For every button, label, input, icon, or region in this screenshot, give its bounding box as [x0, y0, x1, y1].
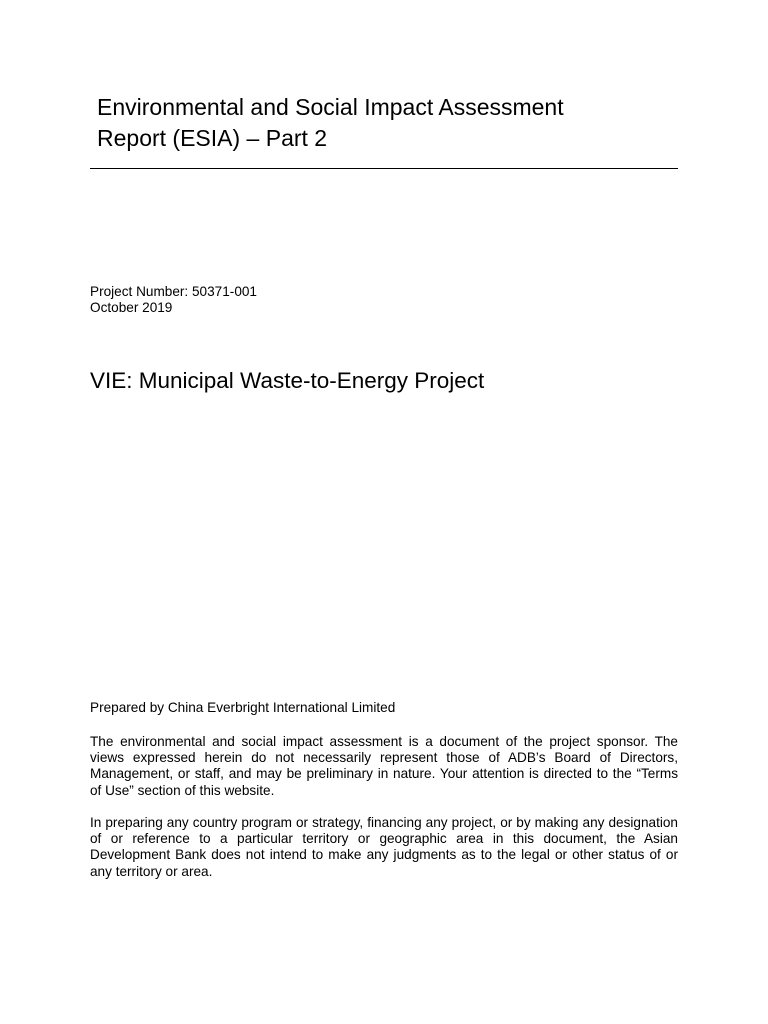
designation-notice-paragraph: In preparing any country program or strategy, financing any project, or by making any designation of or reference to a particular territory or geographic area in this document, the Asian Development Bank does not intend to make any judgments as to the legal or other status of or any territory or area. — [90, 815, 678, 879]
prepared-by: Prepared by China Everbright International Limited — [90, 700, 396, 715]
document-title: Environmental and Social Impact Assessment Report (ESIA) – Part 2 — [97, 94, 564, 151]
project-name: VIE: Municipal Waste-to-Energy Project — [90, 368, 485, 393]
disclaimer-paragraph: The environmental and social impact assessment is a document of the project sponsor. The views expressed herein do not necessarily represent those of ADB’s Board of Directors, Management, or staff, and may be preliminary in nature. Your attention is directed to the “Terms of Use” section of this website. — [90, 734, 678, 798]
document-meta — [90, 284, 257, 316]
document-date: October 2019 — [90, 300, 173, 315]
project-number: Project Number: 50371-001 — [90, 284, 257, 299]
title-divider — [90, 168, 678, 169]
